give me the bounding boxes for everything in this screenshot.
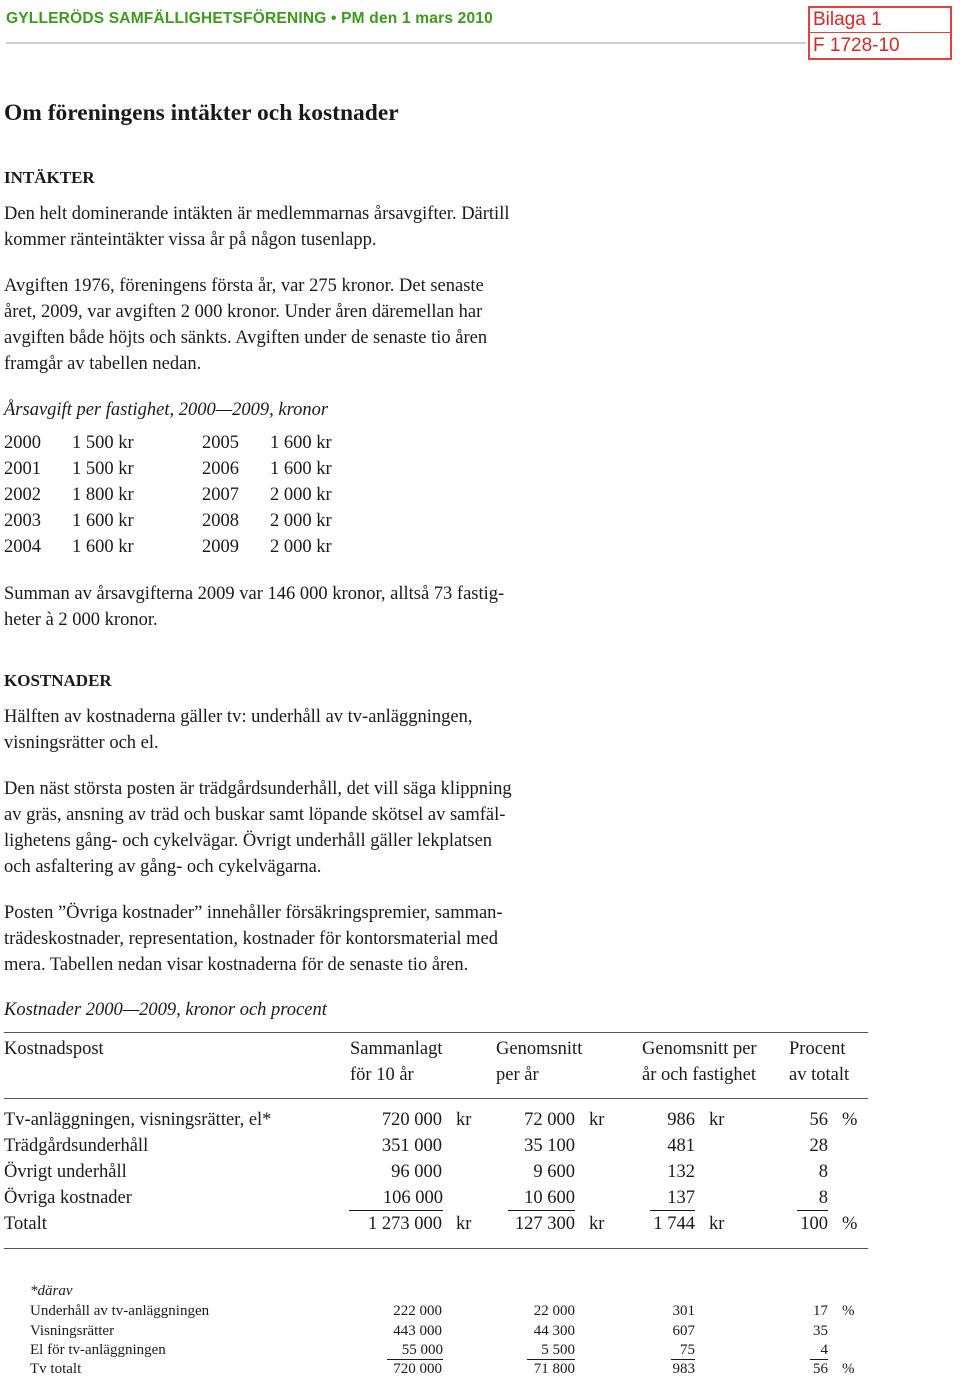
fee-amount: 2 000 kr [270,511,332,531]
cost-average-value: 72 000 [524,1110,575,1130]
footnote-percent-value: 4 [810,1342,828,1360]
income-paragraph-2-line-1: Avgiften 1976, föreningens första år, var 275 kronor. Det senaste [4,276,484,296]
cost-percent-value: 8 [797,1188,828,1211]
footnote-per-property-value: 75 [671,1342,695,1360]
cost-table-caption: Kostnader 2000—2009, kronor och procent [4,1000,327,1020]
cost-average-value: 35 100 [524,1136,575,1156]
costs-paragraph-1-line-1: Hälften av kostnaderna gäller tv: underhåll av tv-anläggningen, [4,707,473,727]
footnote-percent-value: 17 [813,1303,828,1319]
income-paragraph-2-line-2: året, 2009, var avgiften 2 000 kronor. Under åren däremellan har [4,302,483,322]
footnote-per-property-value: 983 [672,1361,695,1377]
fee-year: 2005 [202,433,239,453]
attachment-box-divider [810,32,950,33]
fee-year: 2002 [4,485,41,505]
column-header: Kostnadspost [4,1039,104,1059]
fee-year: 2004 [4,537,41,557]
cost-average-value: 9 600 [533,1162,575,1182]
attachment-reference: F 1728-10 [813,35,900,56]
costs-paragraph-1-line-2: visningsrätter och el. [4,733,159,753]
page-title: Om föreningens intäkter och kostnader [4,100,399,126]
cost-percent-value: 56 [809,1110,828,1130]
cost-per-property-value: 1 744 [653,1214,695,1234]
fee-amount: 1 600 kr [270,459,332,479]
income-summary-line-2: heter à 2 000 kronor. [4,610,158,630]
costs-paragraph-3-line-1: Posten ”Övriga kostnader” innehåller försäkringspremier, samman- [4,903,503,923]
column-header: Sammanlagt [350,1039,443,1059]
header-title: GYLLERÖDS SAMFÄLLIGHETSFÖRENING • PM den 1 mars 2010 [6,10,493,27]
fee-amount: 1 600 kr [72,511,134,531]
attachment-label: Bilaga 1 [813,9,882,30]
cost-item-label: Trädgårdsunderhåll [4,1136,149,1156]
cost-per-property-value: 132 [667,1162,695,1182]
fee-amount: 1 600 kr [72,537,134,557]
fee-amount: 1 500 kr [72,433,134,453]
table-top-rule [4,1032,868,1033]
footnote-item-label: El för tv-anläggningen [30,1342,166,1358]
fee-year: 2001 [4,459,41,479]
income-paragraph-1-line-1: Den helt dominerande intäkten är medlemmarnas årsavgifter. Därtill [4,204,510,224]
footnote-per-property-value: 301 [672,1303,695,1319]
footnote-total-value: 720 000 [393,1361,442,1377]
footnote-average-value: 5 500 [527,1342,575,1360]
cost-total-value: 96 000 [391,1162,442,1182]
cost-percent-value: 28 [809,1136,828,1156]
income-paragraph-2-line-4: framgår av tabellen nedan. [4,354,202,374]
costs-paragraph-2-line-1: Den näst största posten är trädgårdsunderhåll, det vill säga klippning [4,779,512,799]
fee-year: 2003 [4,511,41,531]
unit: kr [709,1110,725,1130]
fee-year: 2009 [202,537,239,557]
fee-amount: 2 000 kr [270,537,332,557]
income-paragraph-2-line-3: avgiften både höjts och sänkts. Avgiften under de senaste tio åren [4,328,488,348]
fee-year: 2007 [202,485,239,505]
footnote-per-property-value: 607 [672,1323,695,1339]
cost-per-property-value: 137 [650,1188,695,1211]
fee-amount: 2 000 kr [270,485,332,505]
column-header: för 10 år [350,1065,414,1085]
cost-average-value: 10 600 [508,1188,575,1211]
costs-paragraph-2-line-3: lighetens gång- och cykelvägar. Övrigt underhåll gäller lekplatsen [4,831,493,851]
cost-percent-value: 8 [818,1162,828,1182]
income-paragraph-1-line-2: kommer ränteintäkter vissa år på någon tusenlapp. [4,230,377,250]
column-header: Genomsnitt [496,1039,583,1059]
column-header: Genomsnitt per [642,1039,757,1059]
fee-amount: 1 500 kr [72,459,134,479]
cost-total-value: 1 273 000 [368,1214,442,1234]
unit: kr [589,1214,605,1234]
footnote-item-label: Underhåll av tv-anläggningen [30,1303,210,1319]
cost-item-label: Övriga kostnader [4,1188,132,1208]
unit: kr [456,1110,472,1130]
footnote-total-value: 222 000 [393,1303,442,1319]
column-header: av totalt [789,1065,850,1085]
costs-paragraph-2-line-4: och asfaltering av gång- och cykelvägarna. [4,857,322,877]
cost-total-value: 106 000 [349,1188,443,1211]
unit: kr [589,1110,605,1130]
unit: % [842,1110,858,1130]
fee-year: 2000 [4,433,41,453]
table-header-rule [4,1098,868,1099]
footnote-item-label: Tv totalt [30,1361,82,1377]
cost-percent-value: 100 [800,1214,828,1234]
fee-amount: 1 600 kr [270,433,332,453]
footnote-average-value: 22 000 [533,1303,575,1319]
cost-item-label: Övrigt underhåll [4,1162,127,1182]
cost-item-label: Tv-anläggningen, visningsrätter, el* [4,1110,272,1130]
column-header: Procent [789,1039,846,1059]
income-summary-line-1: Summan av årsavgifterna 2009 var 146 000 kronor, alltså 73 fastig- [4,584,505,604]
footnote-percent-value: 56 [813,1361,828,1377]
cost-per-property-value: 481 [667,1136,695,1156]
costs-paragraph-3-line-3: mera. Tabellen nedan visar kostnaderna för de senaste tio åren. [4,955,469,975]
cost-item-label: Totalt [4,1214,47,1234]
column-header: per år [496,1065,539,1085]
section-heading-costs: KOSTNADER [4,671,112,690]
cost-total-value: 720 000 [381,1110,442,1130]
footnote-title: *därav [30,1283,73,1299]
footnote-average-value: 71 800 [533,1361,575,1377]
fee-table-caption: Årsavgift per fastighet, 2000—2009, kronor [4,400,329,420]
unit: % [842,1361,855,1377]
footnote-total-value: 55 000 [387,1342,443,1360]
column-header: år och fastighet [642,1065,757,1085]
unit: kr [709,1214,725,1234]
header-divider [6,42,806,44]
section-heading-income: INTÄKTER [4,168,95,187]
cost-per-property-value: 986 [667,1110,695,1130]
fee-year: 2006 [202,459,239,479]
cost-total-value: 351 000 [381,1136,442,1156]
fee-year: 2008 [202,511,239,531]
unit: % [842,1214,858,1234]
fee-amount: 1 800 kr [72,485,134,505]
footnote-percent-value: 35 [813,1323,828,1339]
unit: % [842,1303,855,1319]
cost-average-value: 127 300 [514,1214,575,1234]
attachment-box [808,6,952,60]
costs-paragraph-2-line-2: av gräs, ansning av träd och buskar samt löpande skötsel av samfäl- [4,805,506,825]
table-bottom-rule [4,1248,868,1249]
unit: kr [456,1214,472,1234]
footnote-item-label: Visningsrätter [30,1323,115,1339]
costs-paragraph-3-line-2: trädeskostnader, representation, kostnader för kontorsmaterial med [4,929,498,949]
footnote-total-value: 443 000 [393,1323,442,1339]
footnote-average-value: 44 300 [533,1323,575,1339]
